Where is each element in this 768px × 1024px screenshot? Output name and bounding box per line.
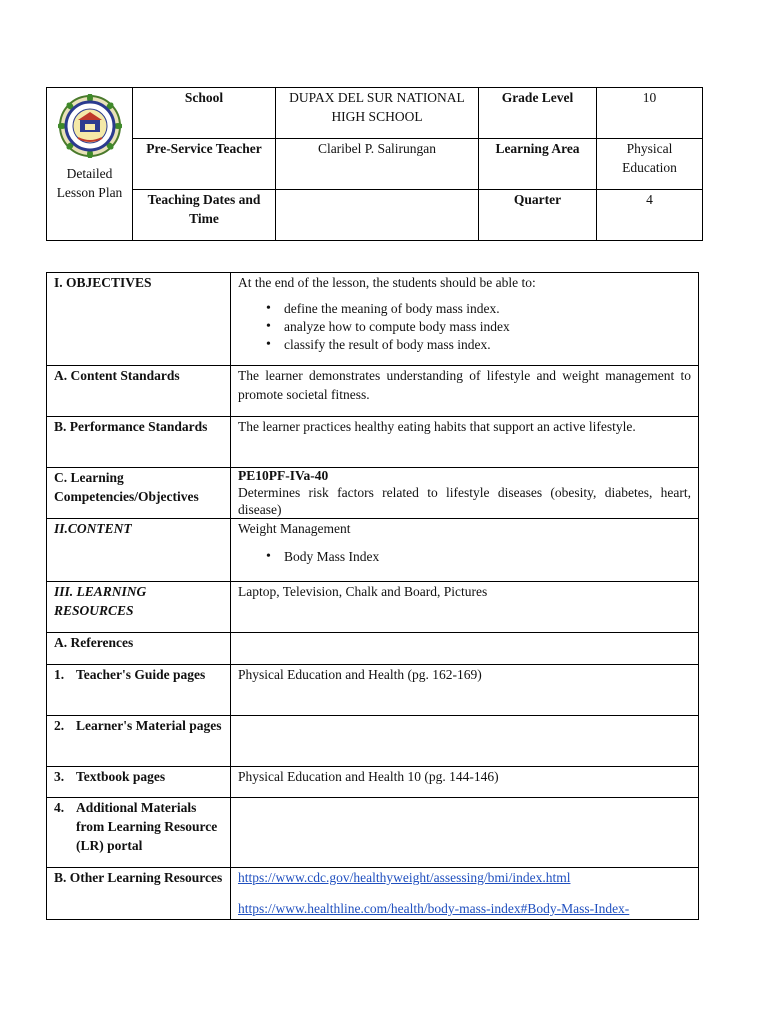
performance-standards-label: B. Performance Standards [47,417,231,468]
teacher-value: Claribel P. Salirungan [276,139,479,190]
learners-material-label: Learner's Material pages [76,718,222,733]
additional-materials-label: Additional Materials from Learning Resource (LR) portal [76,800,218,853]
other-resources-cell [231,868,699,920]
textbook-cell [47,767,231,798]
grade-level-label: Grade Level [479,88,597,139]
textbook-row [47,767,699,798]
learning-area-label: Learning Area [479,139,597,190]
lesson-header-table [46,87,703,241]
plan-label: Detailed Lesson Plan [56,166,123,200]
additional-materials-row [47,798,699,868]
other-resources-row [47,868,699,920]
references-label: A. References [47,633,231,665]
references-row [47,633,699,665]
content-cell [231,519,699,582]
content-standards-row [47,366,699,417]
logo-cell [47,88,133,241]
teacher-label: Pre-Service Teacher [133,139,276,190]
competencies-label: C. Learning Competencies/Objectives [47,468,231,519]
objectives-list [266,300,691,354]
performance-standards-row [47,417,699,468]
list-item: • classify the result of body mass index. [266,336,691,354]
objectives-label: I. OBJECTIVES [47,273,231,366]
competency-code: PE10PF-IVa-40 [238,468,329,483]
healthline-bmi-link[interactable]: https://www.healthline.com/health/body-mass-index#Body-Mass-Index- [238,901,630,916]
teachers-guide-value: Physical Education and Health (pg. 162-169) [231,665,699,716]
textbook-value: Physical Education and Health 10 (pg. 144-146) [231,767,699,798]
content-row [47,519,699,582]
teachers-guide-row [47,665,699,716]
teachers-guide-label: Teacher's Guide pages [76,667,206,682]
content-text: Weight Management [238,521,351,536]
competencies-row [47,468,699,519]
grade-level-value: 10 [597,88,703,139]
list-item: • Body Mass Index [266,548,691,566]
learners-material-row [47,716,699,767]
list-item: • analyze how to compute body mass index [266,318,691,336]
objectives-row [47,273,699,366]
other-resources-label: B. Other Learning Resources [47,868,231,920]
performance-standards-text: The learner practices healthy eating habits that support an active lifestyle. [231,417,699,468]
additional-materials-cell [47,798,231,868]
resources-label: III. LEARNING RESOURCES [47,582,231,633]
textbook-number: 3. [54,769,65,784]
school-label: School [133,88,276,139]
teachers-guide-cell [47,665,231,716]
content-standards-text: The learner demonstrates understanding of lifestyle and weight management to promote societal fitness. [231,366,699,417]
teachers-guide-number: 1. [54,667,65,682]
content-standards-label: A. Content Standards [47,366,231,417]
dates-value [276,190,479,241]
learning-area-value: Physical Education [597,139,703,190]
school-value: DUPAX DEL SUR NATIONAL HIGH SCHOOL [276,88,479,139]
objectives-intro: At the end of the lesson, the students should be able to: [238,275,536,290]
learners-material-value [231,716,699,767]
competencies-cell [231,468,699,519]
additional-materials-value [231,798,699,868]
lesson-plan-table [46,272,699,920]
resources-row [47,582,699,633]
content-list [266,548,691,566]
resources-text: Laptop, Television, Chalk and Board, Pictures [231,582,699,633]
content-label: II.CONTENT [47,519,231,582]
dates-label: Teaching Dates and Time [133,190,276,241]
school-seal-icon [58,94,122,158]
list-item: • define the meaning of body mass index. [266,300,691,318]
references-value [231,633,699,665]
additional-materials-number: 4. [54,800,65,815]
learners-material-number: 2. [54,718,65,733]
textbook-label: Textbook pages [76,769,166,784]
objectives-cell [231,273,699,366]
cdc-bmi-link[interactable]: https://www.cdc.gov/healthyweight/assessing/bmi/index.html [238,870,571,885]
competency-text: Determines risk factors related to lifestyle diseases (obesity, diabetes, heart, disease) [238,485,691,517]
quarter-value: 4 [597,190,703,241]
quarter-label: Quarter [479,190,597,241]
learners-material-cell [47,716,231,767]
